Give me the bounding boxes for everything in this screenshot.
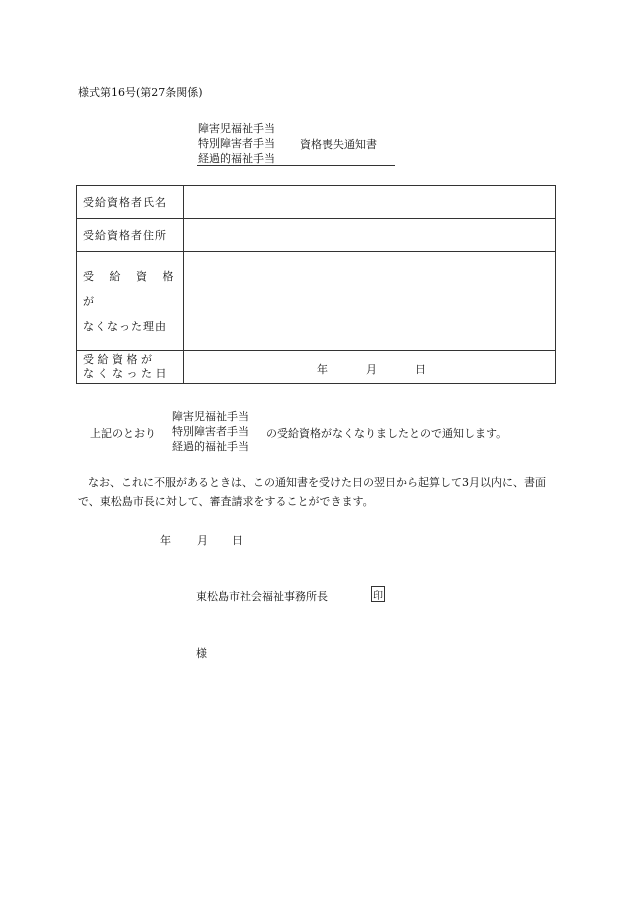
issue-date-month: 月	[197, 534, 208, 547]
form-number: 様式第16号(第27条関係)	[78, 86, 203, 99]
address-field[interactable]	[184, 219, 556, 252]
document-title: 資格喪失通知書	[300, 138, 377, 151]
title-allowance-3: 経過的福祉手当	[198, 152, 275, 165]
title-allowance-2: 特別障害者手当	[198, 137, 275, 150]
notice-allowance-1: 障害児福祉手当	[172, 410, 249, 423]
issue-date-year: 年	[160, 534, 171, 547]
name-field[interactable]	[184, 186, 556, 219]
seal-mark: 印	[371, 586, 385, 602]
table-row	[77, 252, 556, 351]
addressee-suffix: 様	[196, 647, 207, 660]
notice-text: の受給資格がなくなりましたとので通知します。	[266, 427, 508, 440]
date-day-label: 日	[415, 363, 426, 376]
title-allowance-list	[198, 121, 275, 166]
notice-allowance-2: 特別障害者手当	[172, 425, 249, 438]
table-row	[77, 186, 556, 219]
date-field[interactable]	[184, 351, 556, 384]
table-row	[77, 219, 556, 252]
issuer-name: 東松島市社会福祉事務所長	[196, 590, 328, 603]
reason-label: 受 給 資 格 が なくなった理由	[77, 252, 184, 351]
recipient-info-table	[76, 185, 556, 384]
name-label: 受給資格者氏名	[77, 186, 184, 219]
reason-field[interactable]	[184, 252, 556, 351]
issue-date-day: 日	[232, 534, 243, 547]
title-allowance-1: 障害児福祉手当	[198, 122, 275, 135]
title-underline	[197, 165, 395, 166]
date-year-label: 年	[317, 363, 328, 376]
notice-allowance-list	[172, 409, 249, 454]
notice-lead: 上記のとおり	[90, 427, 156, 440]
appeal-notice: なお、これに不服があるときは、この通知書を受けた日の翌日から起算して3月以内に、書面で、東松島市長に対して、審査請求をすることができます。	[78, 476, 546, 508]
address-label: 受給資格者住所	[77, 219, 184, 252]
notice-allowance-3: 経過的福祉手当	[172, 440, 249, 453]
date-label: 受 給 資 格 が な く な っ た 日	[77, 351, 184, 384]
date-month-label: 月	[366, 363, 377, 376]
table-row	[77, 351, 556, 384]
